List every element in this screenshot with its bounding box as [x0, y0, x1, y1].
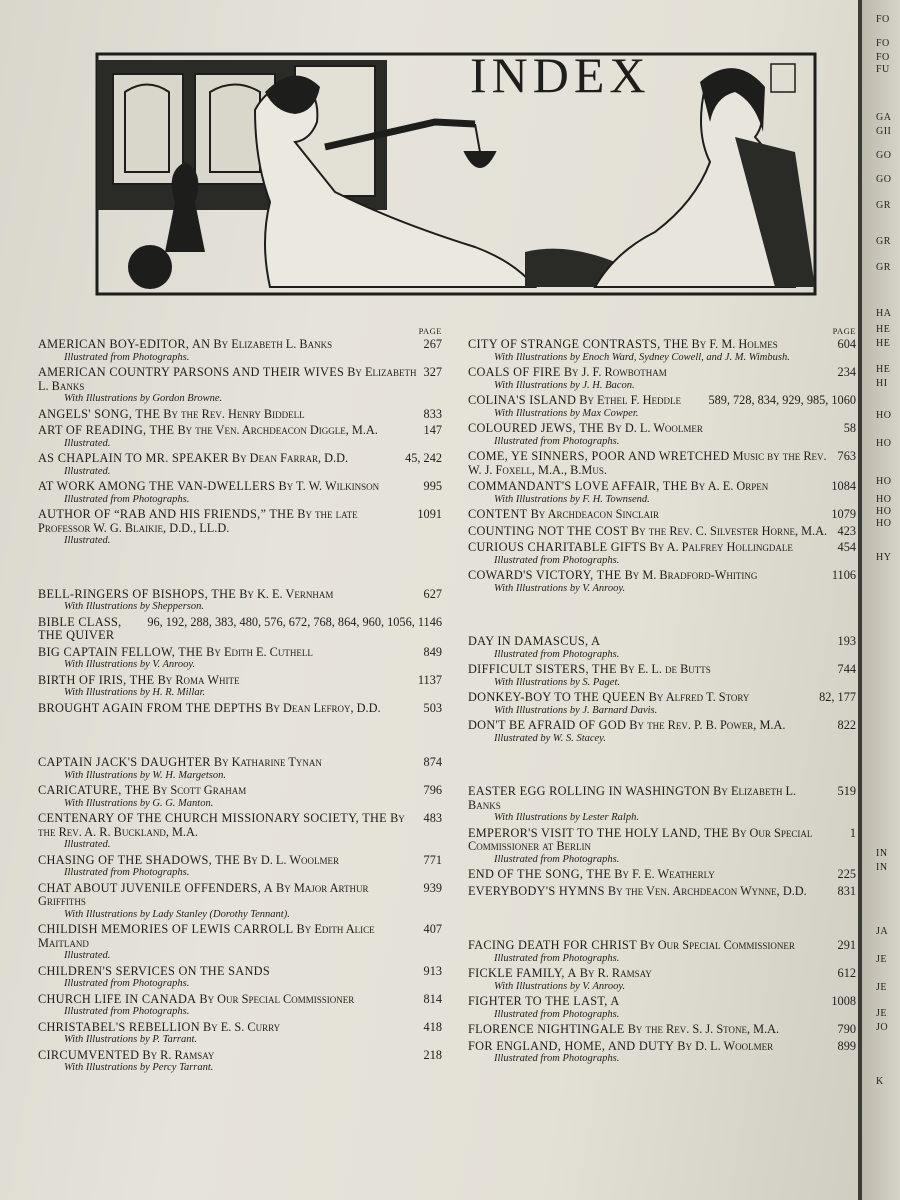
index-entry — [38, 616, 442, 643]
entry-author: By Dean Farrar, D.D. — [231, 451, 349, 465]
entry-page-number: 744 — [837, 662, 856, 676]
entry-author: By Edith Alice Maitland — [38, 922, 375, 950]
entry-title: BROUGHT AGAIN FROM THE DEPTHS — [38, 700, 263, 715]
adjacent-page-word-fragment: JA — [876, 926, 889, 937]
letter-section-gap — [38, 550, 442, 588]
entry-page-number: 1091 — [417, 507, 442, 521]
adjacent-page-word-fragment: HO — [876, 518, 892, 529]
entry-page-number: 939 — [423, 880, 442, 895]
index-entry — [468, 635, 856, 660]
index-entry — [38, 1049, 442, 1074]
index-entry — [38, 408, 442, 422]
entry-page-number: 814 — [423, 991, 442, 1006]
entry-illustration-note: Illustrated. — [64, 535, 111, 546]
adjacent-page-word-fragment: GII — [876, 126, 892, 137]
index-entry — [468, 450, 856, 477]
index-entry — [468, 995, 856, 1020]
entry-page-number: 771 — [423, 852, 442, 867]
entry-page-number: 147 — [423, 423, 442, 437]
entry-author: By E. L. de Butts — [619, 662, 711, 676]
entry-title: FIGHTER TO THE LAST, A — [468, 994, 620, 1008]
entry-title: DON'T BE AFRAID OF GOD — [468, 718, 627, 732]
entry-author: By D. L. Woolmer — [243, 852, 339, 867]
entry-title: FLORENCE NIGHTINGALE — [468, 1022, 625, 1036]
entry-title: COLOURED JEWS, THE — [468, 421, 604, 435]
entry-title: CHURCH LIFE IN CANADA — [38, 991, 197, 1006]
index-entry — [468, 967, 856, 992]
entry-title: COUNTING NOT THE COST — [468, 523, 628, 538]
adjacent-page-word-fragment: JO — [876, 1022, 889, 1033]
entry-page-number: 483 — [423, 811, 442, 825]
entry-illustration-note: Illustrated. — [64, 437, 111, 449]
index-entry — [38, 812, 442, 851]
entry-title: AS CHAPLAIN TO MR. SPEAKER — [38, 451, 229, 465]
entry-author: By Elizabeth L. Banks — [468, 784, 797, 812]
entry-page-number: 899 — [837, 1038, 856, 1053]
index-entry — [38, 965, 442, 990]
entry-page-number: 589, 728, 834, 929, 985, 1060 — [708, 393, 856, 407]
entry-illustration-note: Illustrated from Photographs. — [64, 351, 190, 363]
index-entry — [38, 508, 442, 547]
entry-page-number: 519 — [837, 784, 856, 798]
entry-author: By Archdeacon Sinclair — [530, 507, 659, 521]
entry-author: By the Ven. Archdeacon Wynne, D.D. — [607, 883, 807, 898]
index-entry — [468, 719, 856, 744]
entry-title: DAY IN DAMASCUS, A — [468, 634, 601, 648]
entry-page-number: 407 — [423, 922, 442, 936]
entry-author: By Our Special Commissioner — [199, 991, 355, 1006]
index-entry — [38, 366, 442, 405]
entry-page-number: 58 — [843, 421, 856, 435]
entry-title: BIRTH OF IRIS, THE — [38, 672, 155, 687]
adjacent-page-word-fragment: FO — [876, 38, 890, 49]
index-entry — [38, 882, 442, 921]
entry-illustration-note: Illustrated from Photographs. — [64, 978, 190, 989]
index-entry — [38, 993, 442, 1018]
entry-author: By the Rev. A. R. Buckland, M.A. — [38, 811, 405, 839]
entry-page-number: 1008 — [831, 994, 856, 1008]
entry-author: By the late Professor W. G. Blaikie, D.D., LL.D. — [38, 507, 358, 535]
index-entry — [38, 424, 442, 449]
index-entry — [468, 827, 856, 866]
entry-title: ART OF READING, THE — [38, 423, 175, 437]
adjacent-page-word-fragment: HA — [876, 308, 892, 319]
entry-title: BIG CAPTAIN FELLOW, THE — [38, 644, 204, 659]
entry-illustration-note: With Illustrations by P. Tarrant. — [64, 1034, 198, 1045]
entry-title: CENTENARY OF THE CHURCH MISSIONARY SOCIETY, THE — [38, 811, 387, 825]
entry-author: By D. L. Woolmer — [677, 1038, 774, 1053]
entry-illustration-note: Illustrated from Photographs. — [494, 1008, 620, 1020]
letter-section-gap — [468, 747, 856, 785]
letter-section-gap — [38, 718, 442, 756]
entry-author: By Dean Lefroy, D.D. — [265, 700, 381, 715]
entry-illustration-note: With Illustrations by Percy Tarrant. — [64, 1062, 214, 1073]
entry-title: CHILDREN'S SERVICES ON THE SANDS — [38, 963, 270, 978]
entry-title: CHAT ABOUT JUVENILE OFFENDERS, A — [38, 880, 273, 895]
entry-page-number: 225 — [837, 867, 856, 881]
entry-author: By Scott Graham — [152, 783, 247, 797]
entry-page-number: 503 — [423, 700, 442, 715]
entry-author: By R. Ramsay — [579, 966, 652, 980]
entry-title: COWARD'S VICTORY, THE — [468, 568, 622, 582]
adjacent-page-word-fragment: HI — [876, 378, 888, 389]
entry-title: CIRCUMVENTED — [38, 1047, 140, 1062]
adjacent-page-word-fragment: HO — [876, 476, 892, 487]
entry-author: By the Rev. Henry Biddell — [163, 406, 305, 421]
adjacent-page-word-fragment: FO — [876, 52, 890, 63]
entry-page-number: 1137 — [417, 672, 442, 687]
index-entry — [468, 525, 856, 539]
entry-illustration-note: With Illustrations by G. G. Manton. — [64, 797, 214, 809]
entry-illustration-note: With Illustrations by Gordon Browne. — [64, 393, 223, 404]
index-entry — [468, 508, 856, 522]
entry-illustration-note: Illustrated from Photographs. — [494, 1053, 620, 1064]
entry-illustration-note: With Illustrations by Lester Ralph. — [494, 812, 639, 823]
entry-author: By the Rev. P. B. Power, M.A. — [629, 718, 786, 732]
index-entry — [468, 338, 856, 363]
entry-title: FICKLE FAMILY, A — [468, 966, 577, 980]
adjacent-page-word-fragment: HE — [876, 324, 891, 335]
index-entry — [468, 541, 856, 566]
entry-author: By Alfred T. Story — [648, 690, 750, 704]
entry-title: AMERICAN BOY-EDITOR, AN — [38, 337, 211, 351]
index-entry — [468, 480, 856, 505]
index-entry — [468, 785, 856, 824]
entry-page-number: 327 — [423, 365, 442, 379]
entry-author: By the Rev. S. J. Stone, M.A. — [627, 1022, 780, 1036]
adjacent-page-word-fragment: IN — [876, 848, 888, 859]
entry-illustration-note: With Illustrations by V. Anrooy. — [494, 582, 626, 594]
entry-title: FOR ENGLAND, HOME, AND DUTY — [468, 1038, 675, 1053]
entry-page-number: 193 — [837, 634, 856, 648]
adjacent-page-word-fragment: GR — [876, 200, 891, 211]
index-entry — [38, 1021, 442, 1046]
index-entry — [38, 702, 442, 716]
adjacent-page-word-fragment: GR — [876, 262, 891, 273]
entry-illustration-note: Illustrated from Photographs. — [64, 867, 190, 878]
entry-illustration-note: With Illustrations by H. R. Millar. — [64, 687, 206, 698]
entry-author: By T. W. Wilkinson — [278, 479, 380, 493]
entry-title: DIFFICULT SISTERS, THE — [468, 662, 617, 676]
page-column-label: PAGE — [832, 326, 856, 336]
entry-illustration-note: Illustrated from Photographs. — [494, 554, 620, 566]
entry-page-number: 1106 — [831, 568, 856, 582]
index-column-right — [468, 326, 856, 1068]
index-entry — [38, 452, 442, 477]
entry-page-number: 82, 177 — [819, 690, 856, 704]
entry-page-number: 627 — [423, 586, 442, 601]
entry-page-number: 267 — [423, 337, 442, 351]
index-entry — [38, 784, 442, 809]
entry-title: AT WORK AMONG THE VAN-DWELLERS — [38, 479, 276, 493]
index-entry — [468, 394, 856, 419]
entry-title: CARICATURE, THE — [38, 783, 150, 797]
entry-title: CHASING OF THE SHADOWS, THE — [38, 852, 241, 867]
entry-page-number: 763 — [837, 449, 856, 463]
entry-title: EASTER EGG ROLLING IN WASHINGTON — [468, 784, 711, 798]
adjacent-page-word-fragment: HO — [876, 438, 892, 449]
entry-author: By Our Special Commissioner — [640, 938, 795, 952]
entry-title: FACING DEATH FOR CHRIST — [468, 938, 637, 952]
entry-title: BELL-RINGERS OF BISHOPS, THE — [38, 586, 237, 601]
entry-page-number: 831 — [837, 883, 856, 898]
index-entry — [468, 663, 856, 688]
entry-illustration-note: With Illustrations by W. H. Margetson. — [64, 769, 226, 781]
entry-illustration-note: Illustrated from Photographs. — [64, 493, 190, 505]
adjacent-page-word-fragment: FO — [876, 14, 890, 25]
entry-illustration-note: With Illustrations by V. Anrooy. — [494, 980, 626, 992]
entry-author: By Elizabeth L. Banks — [213, 337, 333, 351]
entry-author: By Roma White — [157, 672, 240, 687]
entry-illustration-note: With Illustrations by F. H. Townsend. — [494, 493, 650, 505]
adjacent-page-word-fragment: HO — [876, 506, 892, 517]
adjacent-page-word-fragment: JE — [876, 982, 887, 993]
index-entry — [38, 338, 442, 363]
index-entry — [468, 366, 856, 391]
entry-illustration-note: With Illustrations by Enoch Ward, Sydney Cowell, and J. M. Wimbush. — [494, 351, 790, 363]
adjacent-page-word-fragment: JE — [876, 1008, 887, 1019]
entry-author: By K. E. Vernham — [239, 586, 334, 601]
entry-title: EMPEROR'S VISIT TO THE HOLY LAND, THE — [468, 825, 729, 840]
letter-section-gap — [468, 901, 856, 939]
entry-page-number: 1084 — [831, 479, 856, 493]
entry-author: By the Rev. C. Silvester Horne, M.A. — [630, 523, 828, 538]
entry-author: By E. S. Curry — [202, 1019, 281, 1034]
entry-illustration-note: Illustrated from Photographs. — [494, 648, 620, 660]
entry-illustration-note: With Illustrations by Shepperson. — [64, 601, 204, 612]
entry-illustration-note: Illustrated. — [64, 465, 111, 477]
entry-illustration-note: With Illustrations by J. Barnard Davis. — [494, 704, 658, 716]
entry-title: BIBLE CLASS, THE QUIVER — [38, 614, 122, 642]
entry-author: By Elizabeth L. Banks — [38, 365, 417, 393]
index-entry — [468, 885, 856, 899]
entry-page-number: 418 — [423, 1019, 442, 1034]
adjacent-page-word-fragment: GA — [876, 112, 892, 123]
entry-title: CURIOUS CHARITABLE GIFTS — [468, 540, 647, 554]
adjacent-page-word-fragment: HO — [876, 410, 892, 421]
adjacent-page-word-fragment: GO — [876, 150, 892, 161]
index-entry — [468, 1023, 856, 1037]
adjacent-page-word-fragment: K — [876, 1076, 884, 1087]
index-entry — [38, 854, 442, 879]
header-illustration — [95, 52, 817, 296]
entry-illustration-note: With Illustrations by J. H. Bacon. — [494, 379, 635, 391]
entry-title: DONKEY-BOY TO THE QUEEN — [468, 690, 646, 704]
index-entry — [38, 674, 442, 699]
entry-page-number: 849 — [423, 644, 442, 659]
entry-title: CAPTAIN JACK'S DAUGHTER — [38, 755, 211, 769]
entry-author: By F. M. Holmes — [691, 337, 778, 351]
entry-page-number: 96, 192, 288, 383, 480, 576, 672, 768, 864, 960, 1056, 1146 — [147, 614, 442, 629]
entry-author: Music by the Rev. W. J. Foxell, M.A., B.Mus. — [468, 449, 827, 477]
entry-page-number: 1 — [849, 825, 856, 840]
entry-page-number: 604 — [837, 337, 856, 351]
entry-author: By D. L. Woolmer — [607, 421, 703, 435]
entry-illustration-note: With Illustrations by S. Paget. — [494, 676, 620, 688]
entry-author: By the Ven. Archdeacon Diggle, M.A. — [177, 423, 378, 437]
index-entry — [468, 1040, 856, 1065]
entry-author: By A. E. Orpen — [690, 479, 769, 493]
adjacent-page-word-fragment: IN — [876, 862, 888, 873]
entry-illustration-note: Illustrated. — [64, 839, 111, 850]
adjacent-page-word-fragment: JE — [876, 954, 887, 965]
entry-illustration-note: Illustrated from Photographs. — [494, 435, 620, 447]
index-entry — [38, 646, 442, 671]
page-column-label: PAGE — [418, 326, 442, 336]
index-entry — [468, 422, 856, 447]
entry-author: By F. E. Weatherly — [614, 867, 715, 881]
index-entry — [468, 569, 856, 594]
entry-page-number: 822 — [837, 718, 856, 732]
entry-author: By Katharine Tynan — [213, 755, 322, 769]
entry-illustration-note: Illustrated. — [64, 950, 111, 961]
entry-title: CHILDISH MEMORIES OF LEWIS CARROLL — [38, 922, 294, 936]
entry-illustration-note: Illustrated from Photographs. — [494, 952, 620, 964]
entry-title: COMMANDANT'S LOVE AFFAIR, THE — [468, 479, 688, 493]
index-entry — [468, 868, 856, 882]
entry-title: CITY OF STRANGE CONTRASTS, THE — [468, 337, 689, 351]
entry-author: By Major Arthur Griffiths — [38, 880, 369, 908]
index-entry — [38, 588, 442, 613]
entry-author: By M. Bradford-Whiting — [624, 568, 758, 582]
entry-page-number: 796 — [423, 783, 442, 797]
entry-title: EVERYBODY'S HYMNS — [468, 883, 605, 898]
entry-title: AMERICAN COUNTRY PARSONS AND THEIR WIVES — [38, 365, 345, 379]
index-entry — [468, 691, 856, 716]
entry-author: By J. F. Rowbotham — [563, 365, 667, 379]
entry-page-number: 234 — [837, 365, 856, 379]
index-entry — [38, 756, 442, 781]
entry-title: COLINA'S ISLAND — [468, 393, 577, 407]
entry-page-number: 218 — [423, 1047, 442, 1062]
entry-title: AUTHOR OF “RAB AND HIS FRIENDS,” THE — [38, 507, 295, 521]
entry-title: CONTENT — [468, 507, 528, 521]
adjacent-page-word-fragment: HO — [876, 494, 892, 505]
adjacent-page-edge — [862, 0, 900, 1200]
entry-page-number: 612 — [837, 966, 856, 980]
index-heading: INDEX — [470, 47, 651, 103]
index-entry — [468, 939, 856, 964]
entry-page-number: 874 — [423, 755, 442, 769]
entry-title: COALS OF FIRE — [468, 365, 561, 379]
adjacent-page-word-fragment: HE — [876, 338, 891, 349]
letter-section-gap — [468, 597, 856, 635]
entry-illustration-note: With Illustrations by Lady Stanley (Dorothy Tennant). — [64, 908, 290, 920]
entry-page-number: 45, 242 — [405, 451, 442, 465]
entry-title: END OF THE SONG, THE — [468, 867, 612, 881]
entry-author: By Edith E. Cuthell — [206, 644, 313, 659]
adjacent-page-word-fragment: FU — [876, 64, 890, 75]
entry-page-number: 833 — [423, 406, 442, 421]
entry-page-number: 995 — [423, 479, 442, 493]
entry-page-number: 291 — [837, 938, 856, 952]
entry-illustration-note: Illustrated from Photographs. — [494, 853, 620, 865]
adjacent-page-word-fragment: HY — [876, 552, 892, 563]
entry-title: COME, YE SINNERS, POOR AND WRETCHED — [468, 449, 730, 463]
entry-page-number: 790 — [837, 1022, 856, 1036]
adjacent-page-word-fragment: HE — [876, 364, 891, 375]
entry-title: CHRISTABEL'S REBELLION — [38, 1019, 200, 1034]
entry-author: By R. Ramsay — [142, 1047, 215, 1062]
entry-author: By Our Special Commissioner at Berlin — [468, 825, 813, 853]
adjacent-page-word-fragment: GR — [876, 236, 891, 247]
entry-author: By Ethel F. Heddle — [579, 393, 681, 407]
entry-title: ANGELS' SONG, THE — [38, 406, 161, 421]
entry-illustration-note: With Illustrations by Max Cowper. — [494, 407, 639, 419]
entry-illustration-note: Illustrated from Photographs. — [64, 1006, 190, 1017]
entry-author: By A. Palfrey Hollingdale — [649, 540, 793, 554]
entry-page-number: 1079 — [831, 507, 856, 521]
entry-page-number: 913 — [423, 963, 442, 978]
index-entry — [38, 480, 442, 505]
entry-illustration-note: With Illustrations by V. Anrooy. — [64, 659, 196, 670]
entry-page-number: 423 — [837, 523, 856, 538]
entry-page-number: 454 — [837, 540, 856, 554]
adjacent-page-word-fragment: GO — [876, 174, 892, 185]
index-entry — [38, 923, 442, 962]
entry-illustration-note: Illustrated by W. S. Stacey. — [494, 732, 606, 744]
index-column-left — [38, 326, 442, 1077]
